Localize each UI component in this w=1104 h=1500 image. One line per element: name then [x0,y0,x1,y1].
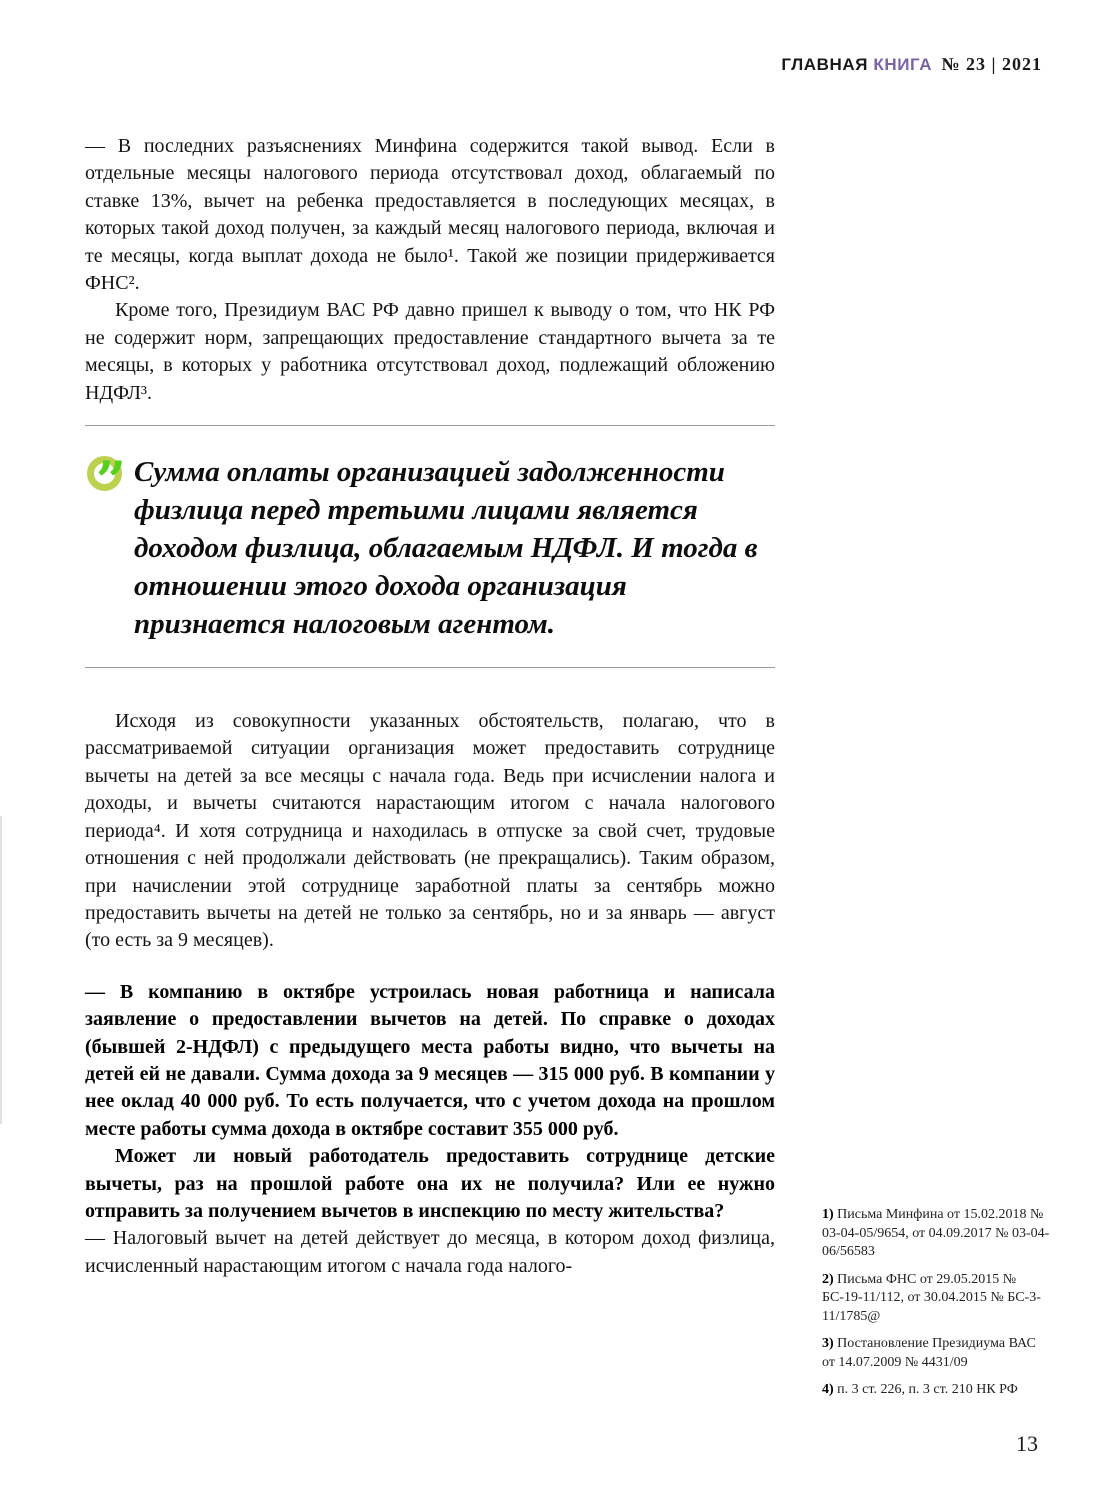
question-paragraph: — В компанию в октябре устроилась новая работница и написала заявление о предоставлении вычетов на детей. По справке о доходах (бывшей 2-НДФЛ) с предыдущего места работы видно, что вычеты на детей ей не давали. Сумма дохода за 9 месяцев — 315 000 руб. В компании у нее оклад 40 000 руб. То есть получается, что с учетом дохода на прошлом месте работы сумма дохода в октябре составит 355 000 руб. [85,980,775,1140]
answer-paragraph: — Налоговый вычет на детей действует до месяца, в котором доход физлица, исчисленный нарастающим итогом с начала года налого- [85,1227,775,1277]
footnote-text: Письма Минфина от 15.02.2018 № 03-04-05/9654, от 04.09.2017 № 03-04-06/56583 [822,1207,1050,1259]
footnote-number: 3) [822,1336,834,1351]
footnote-number: 4) [822,1382,834,1397]
body-paragraph: — В последних разъяснениях Минфина содержится такой вывод. Если в отдельные месяцы налогового периода отсутствовал доход, облагаемый по ставке 13%, вычет на ребенка предоставляется в последующих месяцах, в которых такой доход получен, за каждый месяц налогового периода, включая и те месяцы, когда выплат дохода не было¹. Такой же позиции придерживается ФНС². [85,135,775,295]
magazine-brand-primary: ГЛАВНАЯ [781,55,869,74]
issue-number: № 23 | 2021 [941,54,1042,74]
body-paragraph: Исходя из совокупности указанных обстоятельств, полагаю, что в рассматриваемой ситуации организация может предоставить сотруднице вычеты на детей за все месяцы с начала года. Ведь при исчислении налога и доходы, и вычеты считаются нарастающим итогом с начала налогового периода⁴. И хотя сотрудница и находилась в отпуске за свой счет, трудовые отношения с ней продолжали действовать (не прекращались). Таким образом, при начислении этой сотруднице заработной платы за сентябрь можно предоставить вычеты на детей не только за сентябрь, но и за январь — август (то есть за 9 месяцев). [85,710,775,952]
page-edge-mark [0,816,2,1124]
footnote-item [822,1206,1050,1262]
magazine-brand-secondary: КНИГА [873,55,933,74]
footnote-item [822,1271,1050,1327]
footnote-text: Письма ФНС от 29.05.2015 № БС-19-11/112, от 30.04.2015 № БС-3-11/1785@ [822,1271,1041,1324]
page-number: 13 [1016,1431,1038,1456]
quote-icon [87,456,122,491]
pull-quote [85,425,775,668]
article-body [85,133,775,1280]
footnote-number: 2) [822,1271,834,1287]
page-header [781,54,1042,75]
question-paragraph: Может ли новый работодатель предоставить сотруднице детские вычеты, раз на прошлой работе она их не получила? Или ее нужно отправить за получением вычетов в инспекцию по месту жительства? [85,1145,775,1222]
footnote-number: 1) [822,1207,834,1222]
footnote-text: Постановление Президиума ВАС от 14.07.2009 № 4431/09 [822,1336,1036,1370]
footnote-text: п. 3 ст. 226, п. 3 ст. 210 НК РФ [837,1382,1018,1397]
footnotes-sidebar [822,1206,1050,1409]
pull-quote-text: Сумма оплаты организацией задолженности физлица перед третьими лицами является доходом физлица, облагаемым НДФЛ. И тогда в отношении этого дохода организация признается налоговым агентом. [134,456,758,641]
body-paragraph: Кроме того, Президиум ВАС РФ давно пришел к выводу о том, что НК РФ не содержит норм, запрещающих предоставление стандартного вычета за те месяцы, в которых у работника отсутствовал доход, подлежащий обложению НДФЛ³. [85,299,775,404]
footnote-item [822,1381,1050,1400]
footnote-item [822,1335,1050,1372]
